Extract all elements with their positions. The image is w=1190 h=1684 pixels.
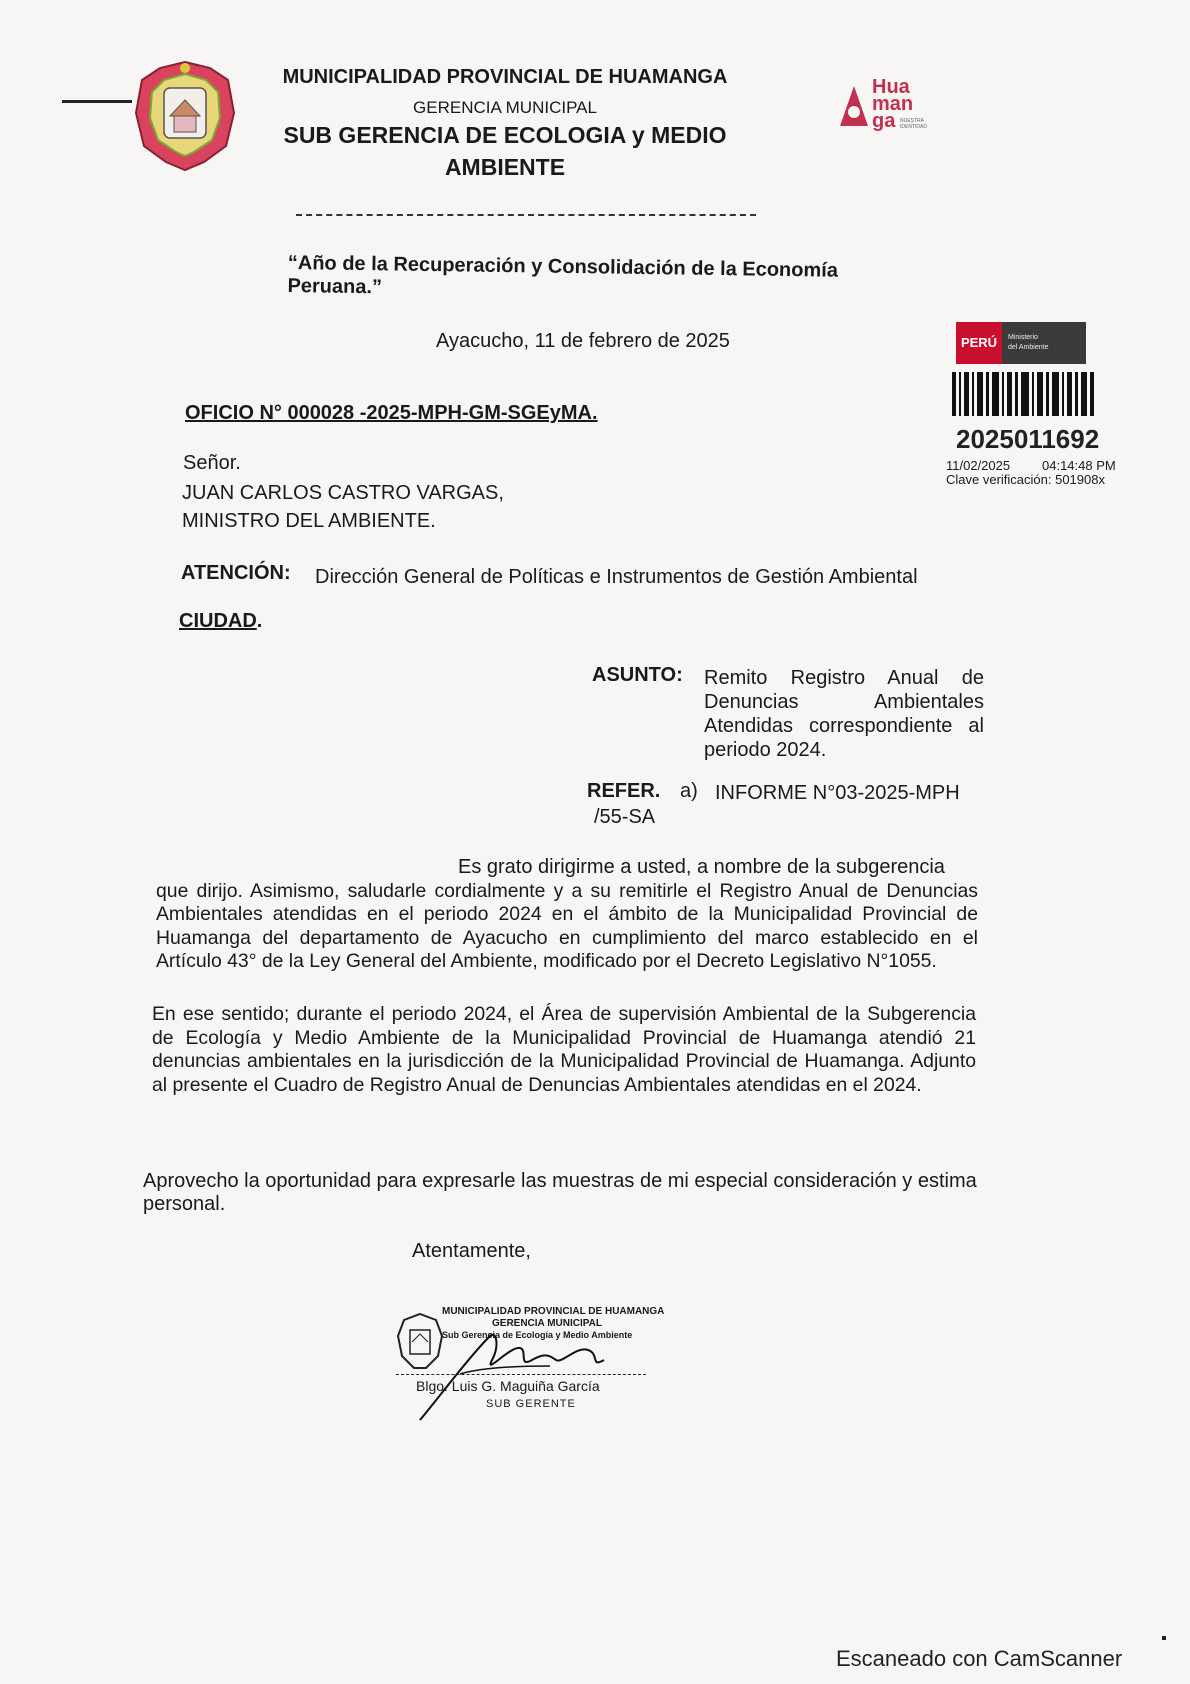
- subject-line1: Remito Registro Anual de: [704, 667, 984, 689]
- reference-label: REFER.: [587, 780, 661, 802]
- huamanga-logo-line1: Hua: [872, 76, 910, 98]
- signature-dashed-line: [396, 1374, 646, 1375]
- sign-off: Atentamente,: [412, 1240, 531, 1262]
- peru-label: PERÚ: [956, 322, 1002, 364]
- verification-code: Clave verificación: 501908x: [946, 472, 1105, 487]
- footer-dot: [1162, 1636, 1166, 1640]
- ministry-label-line2: del Ambiente: [1008, 344, 1049, 351]
- reception-stamp: [946, 322, 1150, 492]
- body-paragraph-2: [152, 1003, 976, 1097]
- recipient-salutation: Señor.: [183, 452, 241, 474]
- registration-time: 04:14:48 PM: [1042, 458, 1116, 473]
- signer-role: SUB GERENTE: [486, 1398, 576, 1410]
- signature-stamp-line1: MUNICIPALIDAD PROVINCIAL DE HUAMANGA: [442, 1306, 665, 1317]
- huamanga-logo-line3: ga: [872, 110, 896, 132]
- oficio-number: OFICIO N° 000028 -2025-MPH-GM-SGEyMA.: [185, 402, 598, 424]
- huamanga-logo: [838, 78, 958, 136]
- subject-text: [704, 666, 984, 762]
- ministry-label-line1: Ministerio: [1008, 334, 1038, 341]
- management-name: GERENCIA MUNICIPAL: [413, 98, 597, 117]
- registration-number: 2025011692: [956, 424, 1100, 454]
- signature-block: [396, 1306, 666, 1426]
- city-label: CIUDAD: [179, 610, 257, 632]
- subdivision-name-line2: AMBIENTE: [444, 154, 566, 180]
- reference-line2: /55-SA: [594, 806, 656, 828]
- body-paragraph-1-text: que dirijo. Asimismo, saludarle cordialmente y a su remitirle el Registro Anual de Denuncias Ambientales atendidas en el periodo 2024 en el ámbito de la Municipalidad Provincial de Huamanga del departamento de Ayacucho en cumplimiento del marco establecido en el Artículo 43° de la Ley General del Ambiente, modificado por el Decreto Legislativo N°1055.: [156, 880, 978, 973]
- registration-date: 11/02/2025: [946, 458, 1011, 473]
- reference-item: a): [680, 780, 698, 802]
- subject-line4: periodo 2024.: [704, 739, 827, 761]
- attention-label: ATENCIÓN:: [181, 562, 291, 584]
- scanner-footer: Escaneado con CamScanner: [836, 1646, 1123, 1671]
- body-paragraph-2-text: En ese sentido; durante el periodo 2024, el Área de supervisión Ambiental de la Subgerencia de Ecología y Medio Ambiente de la Municipalidad Provincial de Huamanga atendió 21 denuncias ambientales en la jurisdicción de la Municipalidad Provincial de Huamanga. Adjunto al presente el Cuadro de Registro Anual de Denuncias Ambientales atendidas en el 2024.: [152, 1003, 976, 1096]
- signature-stamp-line3: Sub Gerencia de Ecología y Medio Ambiente: [442, 1330, 633, 1340]
- body-paragraph-1: [156, 880, 978, 974]
- huamanga-logo-tagline: NUESTRA IDENTIDAD: [900, 118, 927, 130]
- year-motto: “Año de la Recuperación y Consolidación de la Economía Peruana.”: [287, 252, 839, 299]
- closing-paragraph: [143, 1170, 983, 1216]
- recipient-name: JUAN CARLOS CASTRO VARGAS,: [182, 482, 504, 504]
- reference-line1: INFORME N°03-2025-MPH: [715, 782, 960, 804]
- header-rule-left: [62, 100, 132, 103]
- municipality-name: MUNICIPALIDAD PROVINCIAL DE HUAMANGA: [282, 66, 728, 88]
- signature-stamp-line2: GERENCIA MUNICIPAL: [492, 1318, 602, 1329]
- subdivision-name-line1: SUB GERENCIA DE ECOLOGIA y MEDIO: [283, 122, 727, 148]
- subject-line3: Atendidas correspondiente al: [704, 715, 984, 737]
- recipient-title: MINISTRO DEL AMBIENTE.: [182, 510, 436, 532]
- subject-label: ASUNTO:: [592, 664, 683, 686]
- coat-of-arms-logo: [130, 58, 240, 173]
- city: CIUDAD.: [179, 610, 263, 632]
- peru-ministry-badge: [956, 322, 1086, 364]
- subject-line2: Denuncias Ambientales: [704, 691, 984, 713]
- closing-text: Aprovecho la oportunidad para expresarle las muestras de mi especial consideración y estima personal.: [143, 1170, 977, 1215]
- huamanga-logo-line2: man: [872, 93, 914, 115]
- body-paragraph-1-first-line: Es grato dirigirme a usted, a nombre de la subgerencia: [458, 856, 945, 878]
- header-dashed-rule: [296, 214, 756, 216]
- place-date: Ayacucho, 11 de febrero de 2025: [436, 330, 730, 352]
- barcode: [950, 372, 1100, 416]
- signer-name: Blgo. Luis G. Maguiña García: [416, 1378, 600, 1394]
- attention-value: Dirección General de Políticas e Instrumentos de Gestión Ambiental: [315, 566, 918, 588]
